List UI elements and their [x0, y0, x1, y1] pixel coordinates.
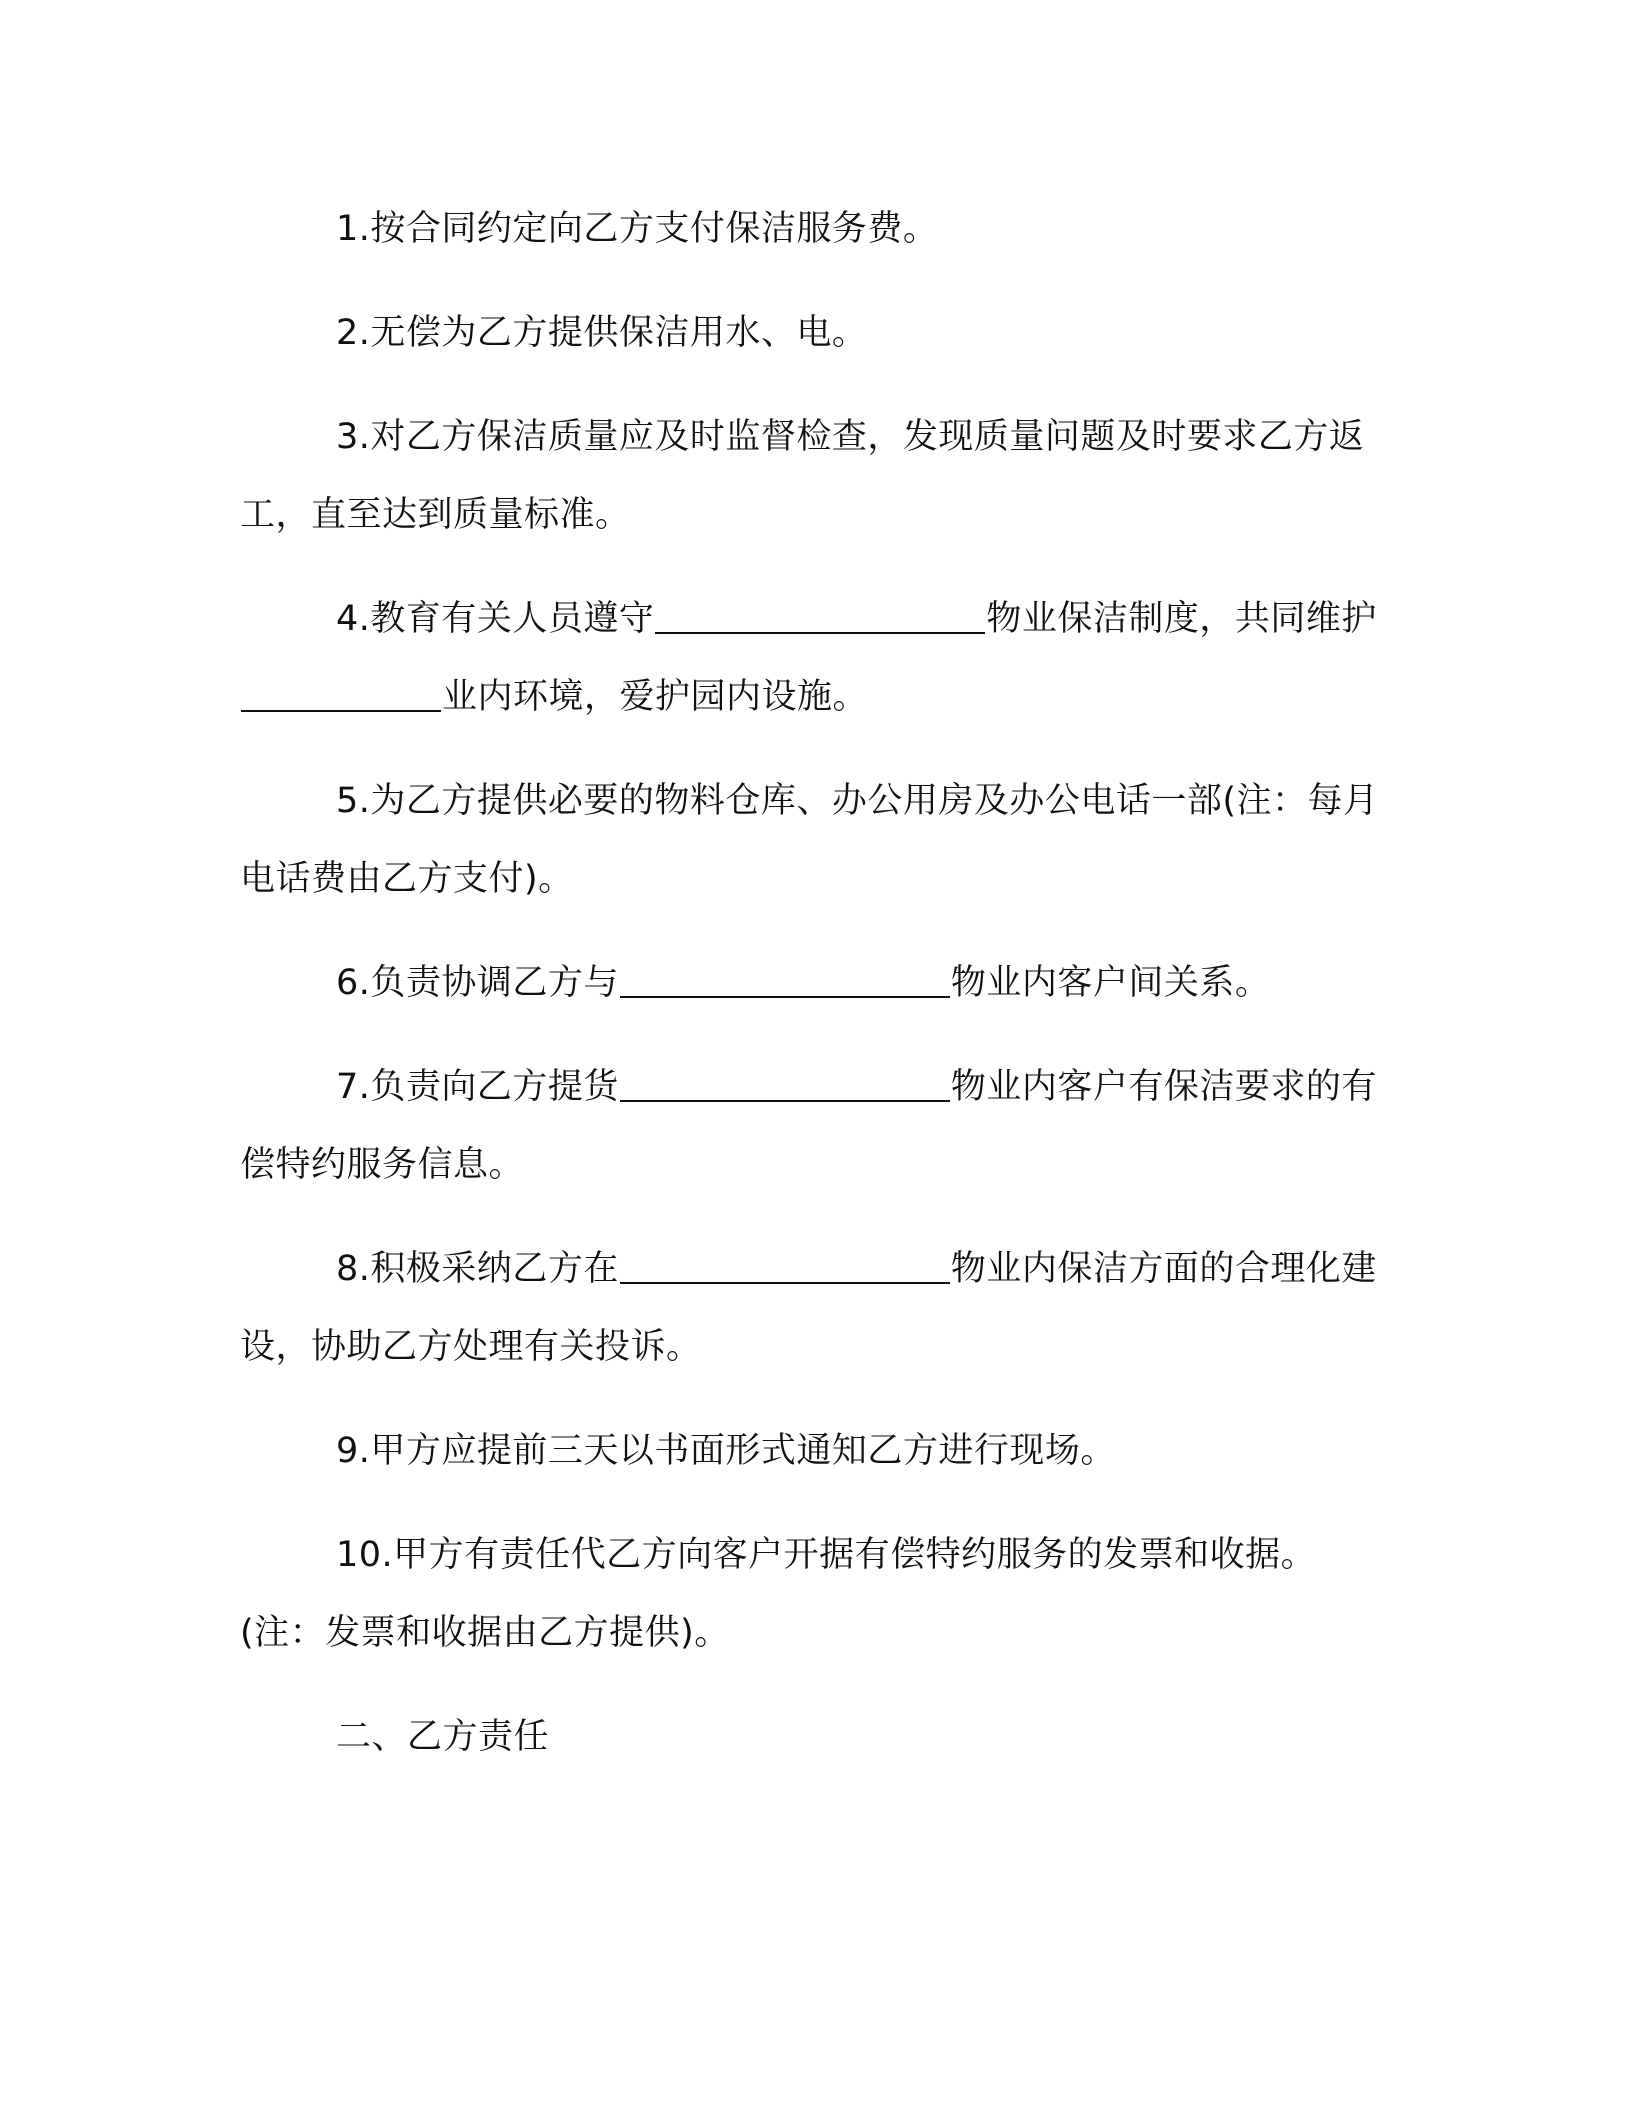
clause-5 [240, 762, 1380, 918]
clause-7-text-b: 物业内客户有保洁要求的有偿特约服务信息。 [240, 1067, 1377, 1185]
clause-3 [240, 398, 1380, 554]
clause-8 [240, 1230, 1380, 1386]
clause-1 [240, 190, 1380, 268]
clause-8-text-a: 8.积极采纳乙方在 [336, 1249, 619, 1289]
document-body [240, 190, 1380, 1776]
clause-7 [240, 1048, 1380, 1204]
clause-7-text-a: 7.负责向乙方提货 [336, 1067, 619, 1107]
clause-2 [240, 294, 1380, 372]
clause-9 [240, 1412, 1380, 1490]
clause-9-text: 9.甲方应提前三天以书面形式通知乙方进行现场。 [336, 1431, 1116, 1471]
section-heading [240, 1698, 1380, 1776]
clause-10-text: 10.甲方有责任代乙方向客户开据有偿特约服务的发票和收据。(注：发票和收据由乙方提供)。 [240, 1535, 1317, 1653]
clause-10 [240, 1516, 1380, 1672]
section-heading-text: 二、乙方责任 [336, 1717, 550, 1757]
clause-4-text-c: 业内环境，爱护园内设施。 [442, 677, 869, 717]
fill-in-blank [620, 1066, 950, 1102]
clause-4-text-b: 物业保洁制度，共同维护 [986, 599, 1377, 639]
clause-2-text: 2.无偿为乙方提供保洁用水、电。 [336, 313, 868, 353]
fill-in-blank [620, 1248, 950, 1284]
clause-5-text: 5.为乙方提供必要的物料仓库、办公用房及办公电话一部(注：每月电话费由乙方支付)。 [240, 781, 1379, 899]
fill-in-blank [241, 676, 441, 712]
clause-1-text: 1.按合同约定向乙方支付保洁服务费。 [336, 209, 939, 249]
clause-6-text-a: 6.负责协调乙方与 [336, 963, 619, 1003]
fill-in-blank [620, 962, 950, 998]
clause-6-text-b: 物业内客户间关系。 [950, 963, 1271, 1003]
clause-4 [240, 580, 1380, 736]
clause-8-text-b: 物业内保洁方面的合理化建设，协助乙方处理有关投诉。 [240, 1249, 1377, 1367]
clause-3-text: 3.对乙方保洁质量应及时监督检查，发现质量问题及时要求乙方返工，直至达到质量标准。 [240, 417, 1365, 535]
clause-4-text-a: 4.教育有关人员遵守 [336, 599, 655, 639]
clause-6 [240, 944, 1380, 1022]
fill-in-blank [655, 598, 985, 634]
